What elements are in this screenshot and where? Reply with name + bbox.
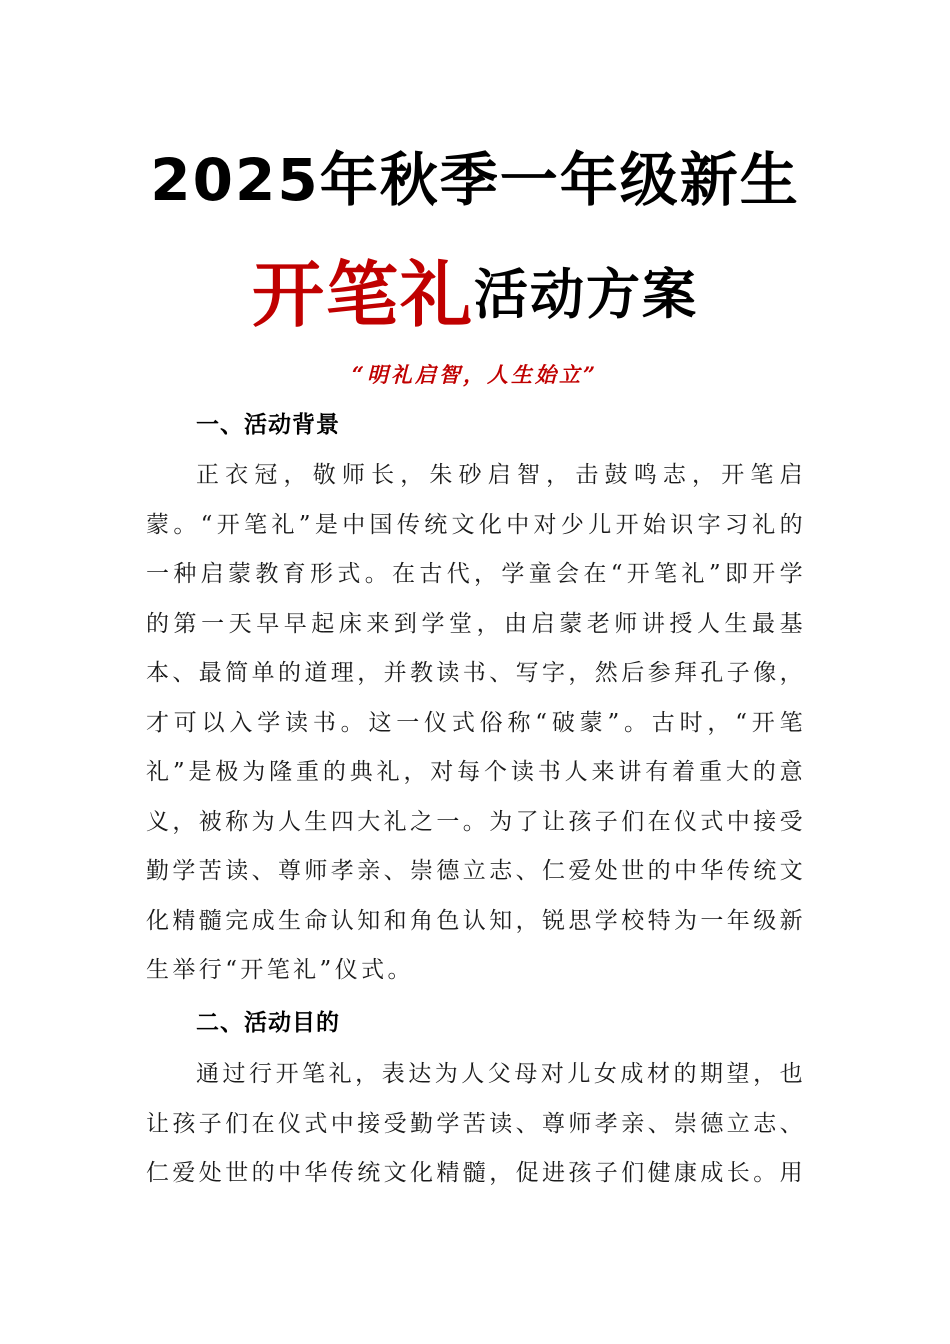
- motto-slogan: “明礼启智，人生始立”: [351, 362, 599, 387]
- section-body-purpose: 通过行开笔礼，表达为人父母对儿女成材的期望，也让孩子们在仪式中接受勤学苦读、尊师孝亲、崇德立志、仁爱处世的中华传统文化精髓，促进孩子们健康成长。用: [146, 1061, 806, 1186]
- section-body-background: 正衣冠，敬师长，朱砂启智，击鼓鸣志，开笔启蒙。“开笔礼”是中国传统文化中对少儿开始识字习礼的一种启蒙教育形式。在古代，学童会在“开笔礼”即开学的第一天早早起床来到学堂，由启蒙老师讲授人生最基本、最简单的道理，并教读书、写字，然后参拜孔子像，才可以入学读书。这一仪式俗称“破蒙”。古时，“开笔礼”是极为隆重的典礼，对每个读书人来讲有着重大的意义，被称为人生四大礼之一。为了让孩子们在仪式中接受勤学苦读、尊师孝亲、崇德立志、仁爱处世的中华传统文化精髓完成生命认知和角色认知，锐思学校特为一年级新生举行“开笔礼”仪式。: [146, 462, 806, 983]
- title-activity-plan: 活动方案: [474, 263, 698, 326]
- document-title-line2: [0, 240, 950, 350]
- section-heading-background: 一、活动背景: [196, 412, 340, 438]
- title-highlight-kaibili: 开笔礼: [251, 253, 474, 337]
- document-title-line1: 2025年秋季一年级新生: [150, 146, 800, 214]
- section-heading-purpose: 二、活动目的: [196, 1010, 340, 1036]
